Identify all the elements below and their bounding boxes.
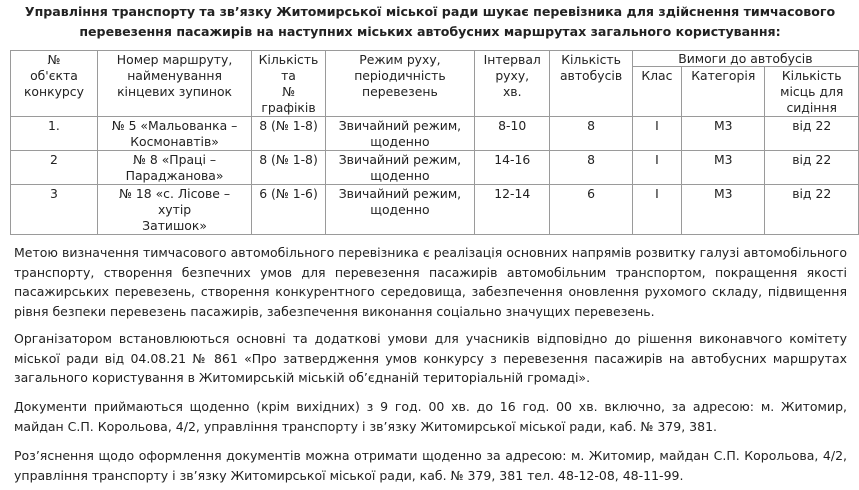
- cell-seats: від 22: [765, 151, 859, 185]
- header-mode: Режим руху, періодичність перевезень: [325, 51, 474, 117]
- paragraph-purpose: Метою визначення тимчасового автомобільного перевізника є реалізація основних напрямів розвитку галузі автомобільного транспорту, створення безпечних умов для перевезення пасажирів автомобільним транспортом, покращення якості пасажирських перевезень, створення конкурентного середовища, забезпечення оновлення рухомого складу, підвищення рівня безпеки перевезень пасажирів, забезпечення виконання соціально значущих перевезень.: [14, 245, 847, 319]
- cell-interval: 12-14: [475, 185, 550, 235]
- header-route: Номер маршруту, найменування кінцевих зупинок: [97, 51, 251, 117]
- cell-class: І: [632, 151, 681, 185]
- header-class: Клас: [632, 67, 681, 117]
- cell-schedules: 8 (№ 1-8): [252, 117, 326, 151]
- cell-seats: від 22: [765, 117, 859, 151]
- cell-category: М3: [682, 117, 765, 151]
- routes-table: [10, 50, 859, 235]
- cell-mode: Звичайний режим, щоденно: [325, 117, 474, 151]
- cell-route: № 5 «Мальованка – Космонавтів»: [97, 117, 251, 151]
- header-schedules: Кількість та № графіків: [252, 51, 326, 117]
- header-seats: Кількість місць для сидіння: [765, 67, 859, 117]
- cell-object-number: 1.: [11, 117, 98, 151]
- cell-route: № 8 «Праці – Параджанова»: [97, 151, 251, 185]
- cell-seats: від 22: [765, 185, 859, 235]
- cell-route: № 18 «с. Лісове – хутір Затишок»: [97, 185, 251, 235]
- paragraph-organizer: Організатором встановлюються основні та додаткові умови для учасників відповідно до рішення виконавчого комітету міської ради від 04.08.21 № 861 «Про затвердження умов конкурсу з перевезення пасажирів на автобусних маршрутах загального користування в Житомирській міській об’єднаній територіальній громаді».: [14, 331, 847, 386]
- paragraph-clarification: Роз’яснення щодо оформлення документів можна отримати щоденно за адресою: м. Житомир, майдан С.П. Корольова, 4/2, управління транспорту і зв’язку Житомирської міської ради, каб. № 379, 381 тел. 48-12-08, 48-11-99.: [14, 448, 847, 483]
- cell-class: І: [632, 117, 681, 151]
- cell-interval: 14-16: [475, 151, 550, 185]
- header-object-number: № об'єкта конкурсу: [11, 51, 98, 117]
- cell-mode: Звичайний режим, щоденно: [325, 185, 474, 235]
- cell-category: М3: [682, 151, 765, 185]
- table-row: [11, 151, 859, 185]
- cell-object-number: 2: [11, 151, 98, 185]
- cell-object-number: 3: [11, 185, 98, 235]
- cell-buses: 8: [550, 151, 632, 185]
- cell-class: І: [632, 185, 681, 235]
- cell-schedules: 8 (№ 1-8): [252, 151, 326, 185]
- page-heading: Управління транспорту та зв’язку Житомирської міської ради шукає перевізника для здійснення тимчасового перевезення пасажирів на наступних міських автобусних маршрутах загального користування:: [24, 4, 836, 39]
- cell-schedules: 6 (№ 1-6): [252, 185, 326, 235]
- paragraph-documents: Документи приймаються щоденно (крім вихідних) з 9 год. 00 хв. до 16 год. 00 хв. включно, за адресою: м. Житомир, майдан С.П. Корольова, 4/2, управління транспорту і зв’язку Житомирської міської ради, каб. № 379, 381.: [14, 399, 847, 434]
- table-header-row: [11, 51, 859, 67]
- header-buses: Кількість автобусів: [550, 51, 632, 117]
- cell-category: М3: [682, 185, 765, 235]
- table-row: [11, 117, 859, 151]
- cell-mode: Звичайний режим, щоденно: [325, 151, 474, 185]
- header-bus-requirements: Вимоги до автобусів: [632, 51, 858, 67]
- cell-buses: 8: [550, 117, 632, 151]
- cell-interval: 8-10: [475, 117, 550, 151]
- table-row: [11, 185, 859, 235]
- header-category: Категорія: [682, 67, 765, 117]
- header-interval: Інтервал руху, хв.: [475, 51, 550, 117]
- cell-buses: 6: [550, 185, 632, 235]
